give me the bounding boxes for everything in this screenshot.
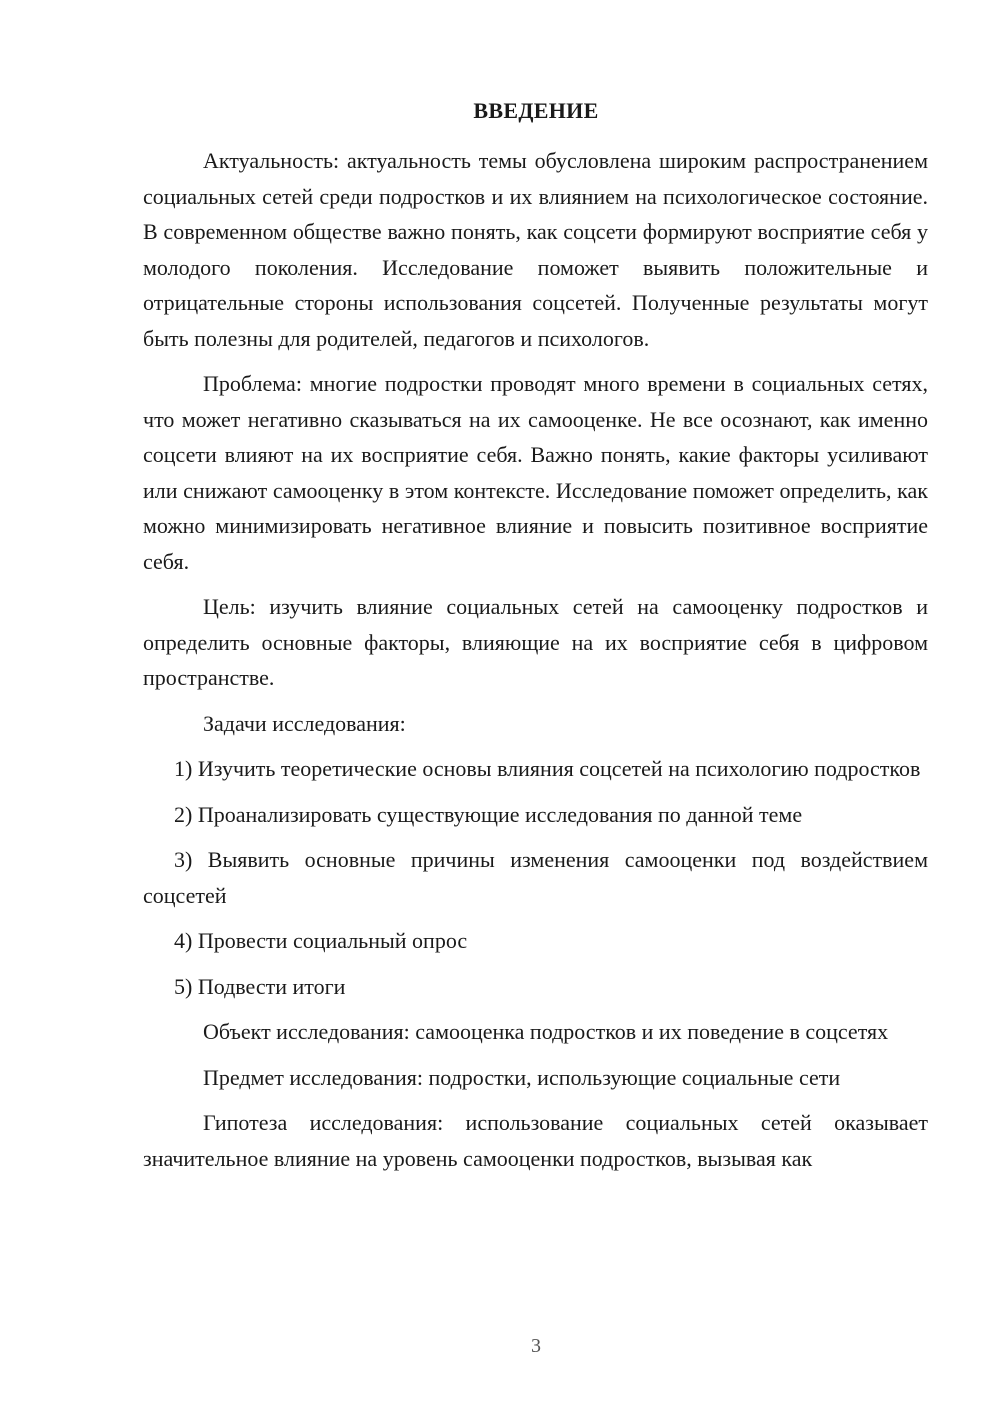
body-text xyxy=(143,143,928,1186)
hypothesis-paragraph: Гипотеза исследования: использование социальных сетей оказывает значительное влияние на уровень самооценки подростков, вызывая как xyxy=(143,1110,928,1171)
object-paragraph: Объект исследования: самооценка подростков и их поведение в соцсетях xyxy=(203,1019,889,1044)
relevance-paragraph: Актуальность: актуальность темы обусловлена широким распространением социальных сетей среди подростков и их влиянием на психологическое состояние. В современном обществе важно понять, как соцсети формируют восприятие себя у молодого поколения. Исследование поможет выявить положительные и отрицательные стороны использования соцсетей. Полученные результаты могут быть полезны для родителей, педагогов и психологов. xyxy=(143,148,928,351)
problem-paragraph: Проблема: многие подростки проводят много времени в социальных сетях, что может негативно сказываться на их самооценке. Не все осознают, как именно соцсети влияют на их восприятие себя. Важно понять, какие факторы усиливают или снижают самооценку в этом контексте. Исследование поможет определить, как можно минимизировать негативное влияние и повысить позитивное восприятие себя. xyxy=(143,371,928,574)
page-number: 3 xyxy=(531,1335,541,1357)
subject-paragraph: Предмет исследования: подростки, использующие социальные сети xyxy=(203,1064,841,1090)
task-item-4: 4) Провести социальный опрос xyxy=(174,928,468,953)
task-item-5: 5) Подвести итоги xyxy=(174,973,346,999)
task-item-3: 3) Выявить основные причины изменения самооценки под воздействием соцсетей xyxy=(143,847,928,908)
tasks-heading: Задачи исследования: xyxy=(203,710,406,736)
goal-paragraph: Цель: изучить влияние социальных сетей на самооценку подростков и определить основные факторы, влияющие на их восприятие себя в цифровом пространстве. xyxy=(143,594,928,690)
task-item-1: 1) Изучить теоретические основы влияния соцсетей на психологию подростков xyxy=(174,756,921,781)
task-item-2: 2) Проанализировать существующие исследования по данной теме xyxy=(174,801,803,827)
page-title: ВВЕДЕНИЕ xyxy=(473,98,599,123)
